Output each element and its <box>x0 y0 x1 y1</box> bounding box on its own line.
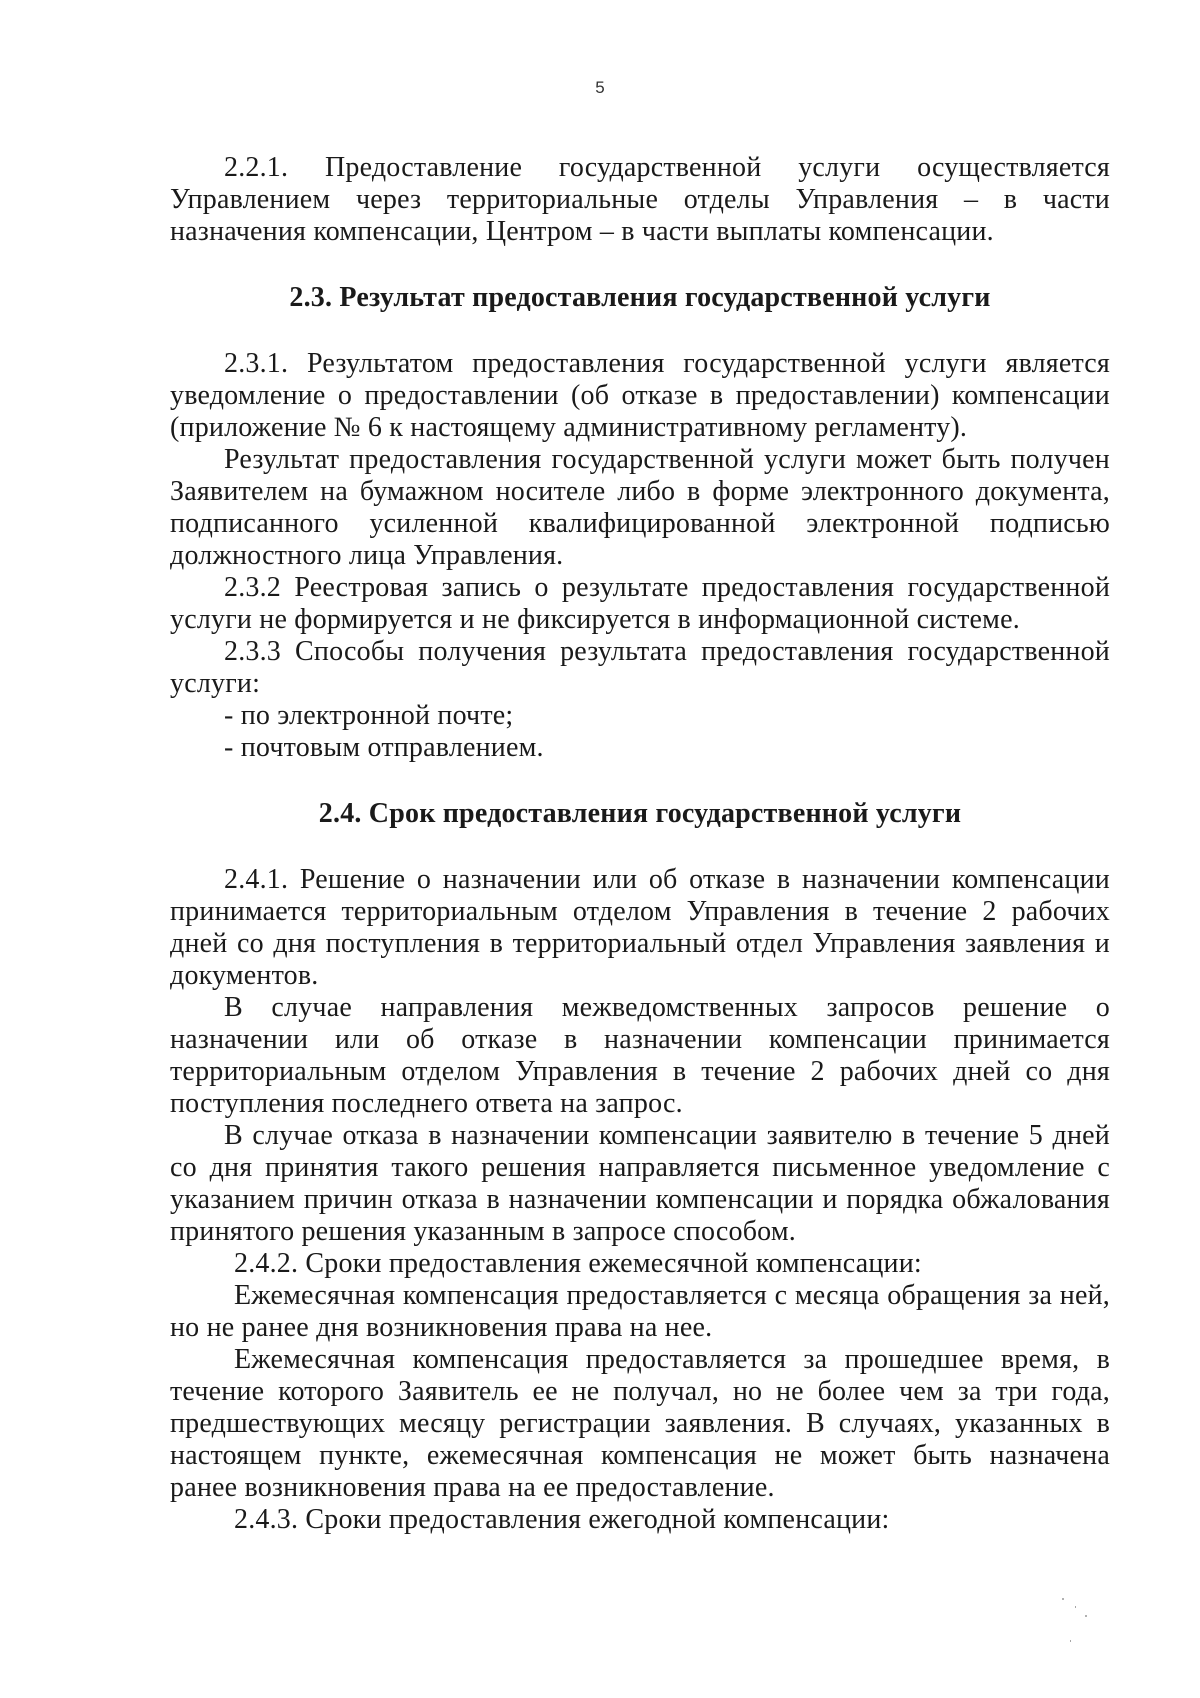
paragraph-2-4-2-monthly-past: Ежемесячная компенсация предоставляется за прошедшее время, в течение которого Заявитель ее не получал, но не более чем за три года, предшествующих месяцу регистрации заявления. В случаях, указанных в настоящем пункте, ежемесячная компенсация не может быть назначена ранее возникновения права на ее предоставление. <box>170 1344 1110 1503</box>
paragraph-2-3-1-result-form: Результат предоставления государственной услуги может быть получен Заявителем на бумажном носителе либо в форме электронного документа, подписанного усиленной квалифицированной электронной подписью должностного лица Управления. <box>170 444 1110 571</box>
heading-2-4: 2.4. Срок предоставления государственной услуги <box>318 798 962 829</box>
scan-speck <box>1062 1598 1064 1600</box>
list-item-email: - по электронной почте; <box>224 700 514 731</box>
paragraph-2-4-1: 2.4.1. Решение о назначении или об отказе в назначении компенсации принимается территориальным отделом Управления в течение 2 рабочих дней со дня поступления в территориальный отдел Управления заявления и документов. <box>170 864 1110 991</box>
paragraph-2-4-1-refusal: В случае отказа в назначении компенсации заявителю в течение 5 дней со дня принятия такого решения направляется письменное уведомление с указанием причин отказа в назначении компенсации и порядка обжалования принятого решения указанным в запросе способом. <box>170 1120 1110 1247</box>
scan-speck <box>1070 1640 1071 1642</box>
paragraph-2-4-1-interagency: В случае направления межведомственных запросов решение о назначении или об отказе в назначении компенсации принимается территориальным отделом Управления в течение 2 рабочих дней со дня поступления последнего ответа на запрос. <box>170 992 1110 1119</box>
paragraph-2-3-3: 2.3.3 Способы получения результата предоставления государственной услуги: <box>170 636 1110 699</box>
paragraph-2-4-2: 2.4.2. Сроки предоставления ежемесячной компенсации: <box>234 1248 922 1279</box>
list-item-post: - почтовым отправлением. <box>224 732 544 763</box>
heading-2-3: 2.3. Результат предоставления государственной услуги <box>289 282 991 313</box>
scan-speck <box>1075 1606 1076 1608</box>
paragraph-2-3-2: 2.3.2 Реестровая запись о результате предоставления государственной услуги не формируется и не фиксируется в информационной системе. <box>170 572 1110 635</box>
paragraph-2-4-2-monthly-start: Ежемесячная компенсация предоставляется с месяца обращения за ней, но не ранее дня возникновения права на нее. <box>170 1280 1110 1343</box>
document-body <box>170 152 1110 1536</box>
scan-speck <box>1085 1615 1087 1617</box>
paragraph-2-4-3: 2.4.3. Сроки предоставления ежегодной компенсации: <box>234 1504 890 1535</box>
paragraph-2-3-1: 2.3.1. Результатом предоставления государственной услуги является уведомление о предоставлении (об отказе в предоставлении) компенсации (приложение № 6 к настоящему административному регламенту). <box>170 348 1110 443</box>
paragraph-2-2-1: 2.2.1. Предоставление государственной услуги осуществляется Управлением через территориальные отделы Управления – в части назначения компенсации, Центром – в части выплаты компенсации. <box>170 152 1110 247</box>
page-number: 5 <box>595 78 605 97</box>
